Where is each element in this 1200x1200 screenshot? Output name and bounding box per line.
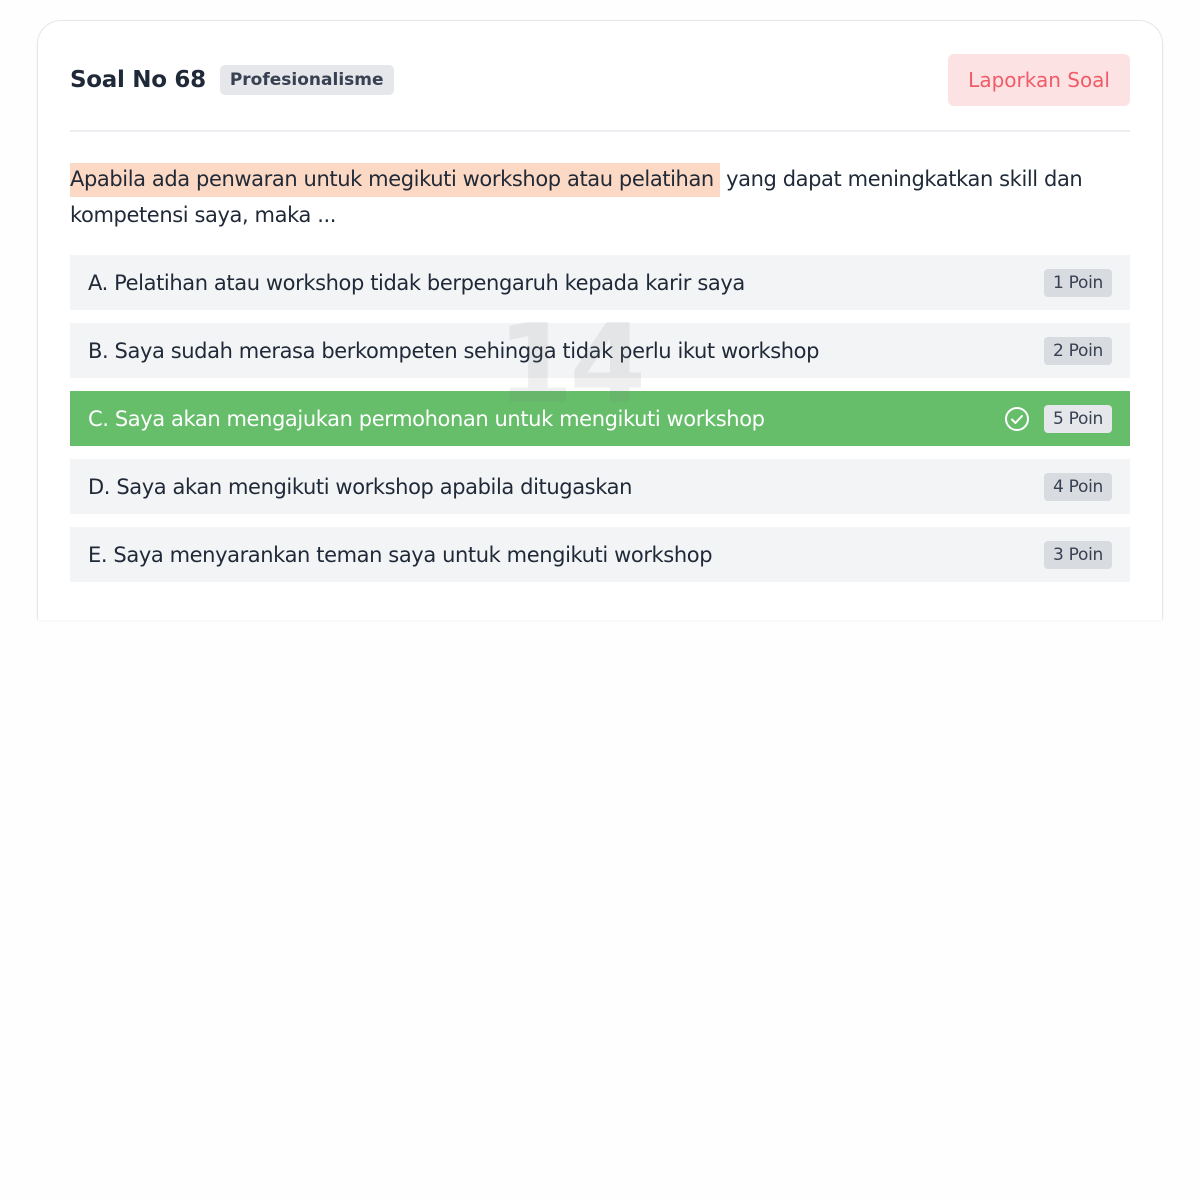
- title-group: [70, 65, 394, 95]
- category-badge: Profesionalisme: [220, 65, 394, 95]
- option-c[interactable]: [70, 391, 1130, 446]
- option-e-right: [1044, 541, 1112, 569]
- question-card: [37, 20, 1163, 620]
- question-highlighted-text: Apabila ada penwaran untuk megikuti workshop atau pelatihan: [70, 163, 720, 197]
- option-b-right: [1044, 337, 1112, 365]
- option-e-text: E. Saya menyarankan teman saya untuk mengikuti workshop: [88, 542, 713, 567]
- option-d[interactable]: [70, 459, 1130, 514]
- option-d-right: [1044, 473, 1112, 501]
- header-divider: [70, 130, 1130, 132]
- option-c-poin-badge: 5 Poin: [1044, 405, 1112, 433]
- option-e[interactable]: [70, 527, 1130, 582]
- question-number-title: Soal No 68: [70, 67, 206, 93]
- option-d-text: D. Saya akan mengikuti workshop apabila ditugaskan: [88, 474, 632, 499]
- question-header: [70, 53, 1130, 107]
- question-rest-text: yang dapat meningkatkan skill dan kompetensi saya, maka ...: [70, 167, 1083, 227]
- option-e-poin-badge: 3 Poin: [1044, 541, 1112, 569]
- option-b[interactable]: [70, 323, 1130, 378]
- option-c-text: C. Saya akan mengajukan permohonan untuk mengikuti workshop: [88, 406, 765, 431]
- option-b-text: B. Saya sudah merasa berkompeten sehingga tidak perlu ikut workshop: [88, 338, 820, 363]
- question-text: [70, 161, 1122, 233]
- option-a-right: [1044, 269, 1112, 297]
- option-d-poin-badge: 4 Poin: [1044, 473, 1112, 501]
- option-b-poin-badge: 2 Poin: [1044, 337, 1112, 365]
- report-question-button[interactable]: Laporkan Soal: [948, 54, 1130, 106]
- option-a-poin-badge: 1 Poin: [1044, 269, 1112, 297]
- option-a[interactable]: [70, 255, 1130, 310]
- check-circle-icon: [1004, 406, 1030, 432]
- option-c-right: [1004, 405, 1112, 433]
- option-a-text: A. Pelatihan atau workshop tidak berpengaruh kepada karir saya: [88, 270, 745, 295]
- answer-options: [70, 255, 1130, 595]
